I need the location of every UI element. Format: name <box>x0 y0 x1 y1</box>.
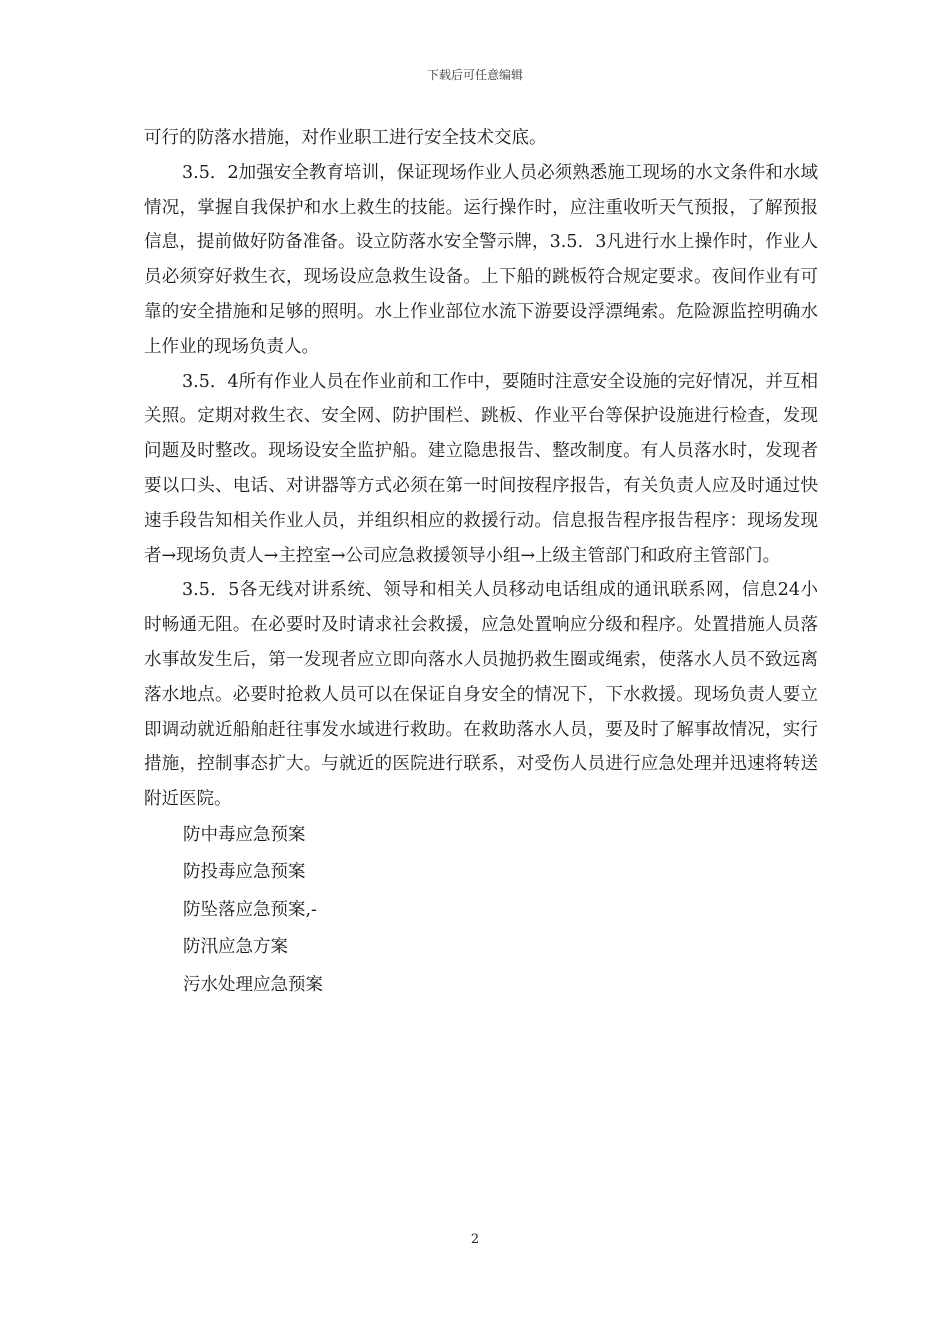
list-item: 防坠落应急预案,- <box>183 899 317 920</box>
document-body <box>144 121 818 1004</box>
list-item: 防投毒应急预案 <box>183 862 306 883</box>
plan-list <box>144 817 818 1005</box>
list-item: 污水处理应急预案 <box>183 974 323 995</box>
paragraph-3-5-4: 3.5．4所有作业人员在作业前和工作中，要随时注意安全设施的完好情况，并互相关照。定期对救生衣、安全网、防护围栏、跳板、作业平台等保护设施进行检查，发现问题及时整改。现场设安全监护船。建立隐患报告、整改制度。有人员落水时，发现者要以口头、电话、对讲器等方式必须在第一时间按程序报告，有关负责人应及时通过快速手段告知相关作业人员，并组织相应的救援行动。信息报告程序报告程序：现场发现者→现场负责人→主控室→公司应急救援领导小组→上级主管部门和政府主管部门。 <box>144 371 818 566</box>
paragraph-3-5-2: 3.5．2加强安全教育培训，保证现场作业人员必须熟悉施工现场的水文条件和水域情况，掌握自我保护和水上救生的技能。运行操作时，应注重收听天气预报，了解预报信息，提前做好防备准备。设立防落水安全警示牌，3.5．3凡进行水上操作时，作业人员必须穿好救生衣，现场设应急救生设备。上下船的跳板符合规定要求。夜间作业有可靠的安全措施和足够的照明。水上作业部位水流下游要设浮漂绳索。危险源监控明确水上作业的现场负责人。 <box>144 162 818 357</box>
paragraph-3-5-5: 3.5．5各无线对讲系统、领导和相关人员移动电话组成的通讯联系网，信息24小时畅通无阻。在必要时及时请求社会救援，应急处置响应分级和程序。处置措施人员落水事故发生后，第一发现者应立即向落水人员抛扔救生圈或绳索，使落水人员不致远离落水地点。必要时抢救人员可以在保证自身安全的情况下，下水救援。现场负责人要立即调动就近船舶赶往事发水域进行救助。在救助落水人员，要及时了解事故情况，实行措施，控制事态扩大。与就近的医院进行联系，对受伤人员进行应急处理并迅速将转送附近医院。 <box>144 580 818 810</box>
list-item: 防汛应急方案 <box>183 937 288 958</box>
list-item: 防中毒应急预案 <box>183 824 306 845</box>
paragraph-continuation: 可行的防落水措施，对作业职工进行安全技术交底。 <box>144 128 547 148</box>
page-header: 下载后可任意编辑 <box>426 68 523 82</box>
page-number: 2 <box>470 1232 480 1247</box>
